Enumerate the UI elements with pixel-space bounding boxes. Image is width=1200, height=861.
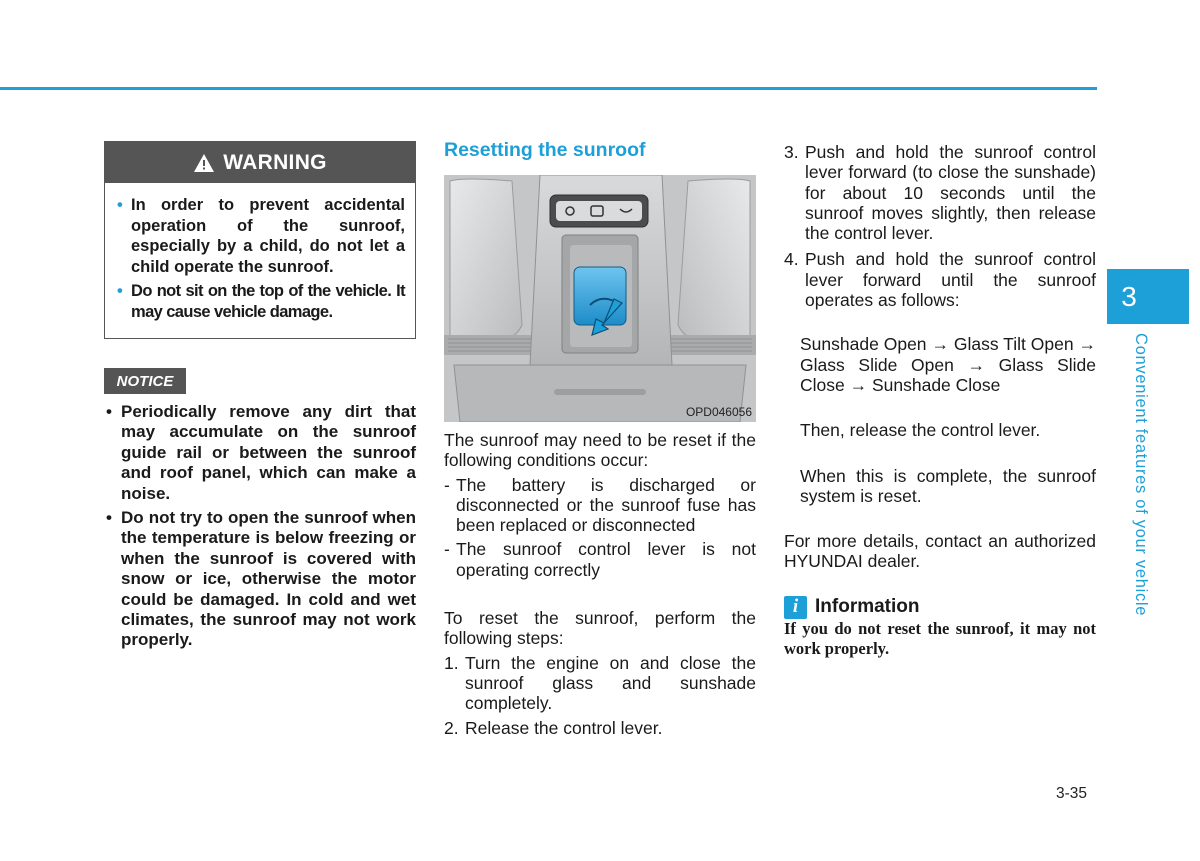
warning-header	[105, 142, 415, 183]
condition-item: - The sunroof control lever is not operating correctly	[444, 539, 756, 580]
step-number: 3.	[784, 142, 799, 162]
step-text: Push and hold the sunroof control lever forward (to close the sunshade) for about 10 seconds until the sunroof moves slightly, then release the control lever.	[805, 142, 1096, 244]
step-text: Push and hold the sunroof control lever forward until the sunroof operates as follows:	[805, 249, 1096, 311]
conditions-list	[444, 475, 756, 580]
notice-list	[104, 402, 416, 655]
step-item	[444, 718, 756, 738]
header-rule	[0, 87, 1097, 90]
chapter-number: 3	[1121, 280, 1137, 312]
condition-text: The battery is discharged or disconnected or the sunroof fuse has been replaced or disconnected	[456, 474, 756, 536]
notice-item: • Periodically remove any dirt that may accumulate on the sunroof guide rail or between the sunroof and roof panel, which can make a noise.	[104, 402, 416, 504]
figure-code: OPD046056	[685, 405, 752, 419]
step-item	[784, 142, 1096, 243]
release-instruction: Then, release the control lever.	[800, 420, 1041, 441]
section-body-continued	[784, 138, 1096, 660]
condition-text: The sunroof control lever is not operating correctly	[456, 539, 756, 580]
dealer-contact-text: For more details, contact an authorized HYUNDAI dealer.	[784, 531, 1096, 572]
information-header	[784, 596, 1096, 619]
notice-badge: NOTICE	[104, 368, 186, 394]
chapter-tab	[1107, 269, 1189, 324]
warning-list	[105, 183, 415, 322]
step-item	[444, 653, 756, 714]
notice-item: • Do not try to open the sunroof when the temperature is below freezing or when the sunroof is covered with snow or ice, otherwise the motor could be damaged. In cold and wet climates, the sunroof may not work properly.	[104, 508, 416, 651]
chapter-title: Convenient features of your vehicle	[1132, 333, 1150, 617]
warning-box	[104, 141, 416, 339]
intro-paragraph: The sunroof may need to be reset if the following conditions occur:	[444, 430, 756, 471]
sunroof-console-illustration	[444, 175, 756, 422]
warning-title: WARNING	[223, 150, 327, 174]
step-number: 1.	[444, 652, 459, 673]
page-number: 3-35	[1056, 785, 1088, 802]
condition-item: - The battery is discharged or disconnected or the sunroof fuse has been replaced or disconnected	[444, 474, 756, 536]
step-item	[784, 249, 1096, 310]
section-title: Resetting the sunroof	[444, 139, 646, 161]
operation-sequence: Sunshade Open → Glass Tilt Open → Glass Slide Open → Glass Slide Close → Sunshade Close	[800, 334, 1096, 395]
section-body	[444, 430, 756, 742]
reset-complete-text: When this is complete, the sunroof system is reset.	[800, 465, 1096, 506]
steps-list-part2	[784, 142, 1096, 310]
sunroof-control-figure	[444, 175, 756, 422]
info-icon: i	[784, 596, 807, 619]
steps-intro: To reset the sunroof, perform the following steps:	[444, 608, 756, 649]
warning-triangle-icon	[193, 153, 215, 173]
steps-list-part1	[444, 653, 756, 738]
warning-item: • In order to prevent accidental operation of the sunroof, especially by a child, do not let a child operate the sunroof.	[115, 195, 405, 277]
step-number: 2.	[444, 717, 459, 738]
step-text: Release the control lever.	[465, 717, 663, 738]
step-number: 4.	[784, 249, 799, 270]
warning-item: • Do not sit on the top of the vehicle. It may cause vehicle damage.	[115, 281, 405, 322]
step-text: Turn the engine on and close the sunroof glass and sunshade completely.	[465, 652, 756, 714]
information-text: If you do not reset the sunroof, it may not work properly.	[784, 618, 1096, 659]
information-title: Information	[815, 596, 920, 618]
